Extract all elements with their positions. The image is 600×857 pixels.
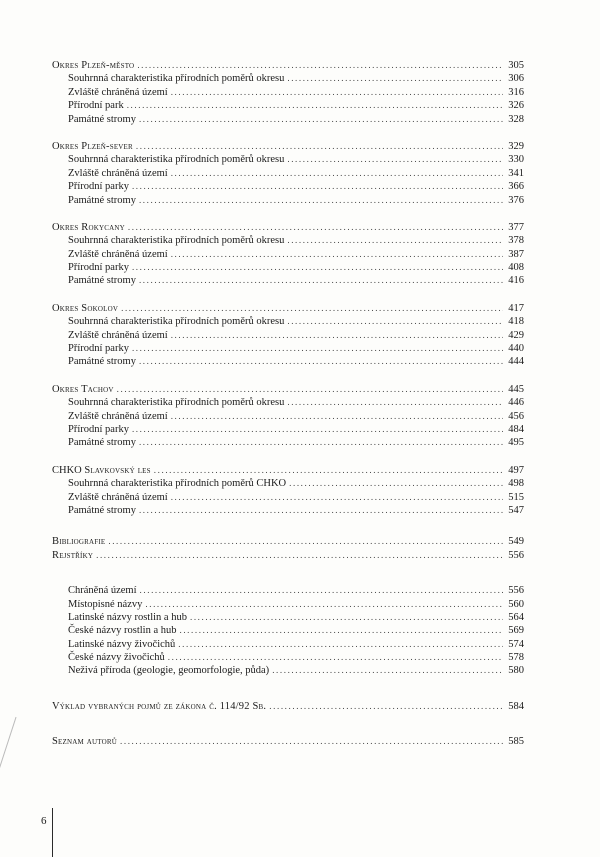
toc-entry [52, 651, 524, 664]
toc-entry-label: Neživá příroda (geologie, geomorfologie, půda) [68, 665, 270, 677]
toc-page-number: 416 [508, 275, 524, 287]
toc-section-vyklad [52, 700, 524, 713]
leader-dots [171, 167, 503, 180]
toc-entry-label: Zvláště chráněná území [68, 86, 168, 98]
toc-page-number: 560 [508, 598, 524, 610]
toc-section-chko [52, 464, 524, 477]
toc-page-number: 378 [508, 235, 524, 247]
toc-page-number: 549 [508, 536, 524, 548]
leader-dots [269, 700, 503, 713]
toc-page-number: 328 [508, 113, 524, 125]
toc-page-number: 387 [508, 248, 524, 260]
toc-page-number: 330 [508, 154, 524, 166]
leader-dots [137, 59, 503, 72]
toc-entry-label: Památné stromy [68, 275, 136, 287]
toc-entry [52, 180, 524, 193]
toc-page-number: 495 [508, 437, 524, 449]
toc-page-number: 569 [508, 625, 524, 637]
leader-dots [171, 329, 503, 342]
toc-page-number: 306 [508, 73, 524, 85]
leader-dots [289, 477, 503, 490]
leader-dots [178, 638, 503, 651]
toc-section-title: Okres Rokycany [52, 221, 125, 233]
leader-dots [121, 302, 503, 315]
toc-page-number: 305 [508, 60, 524, 71]
toc-section-title [52, 464, 151, 477]
toc-entry [52, 436, 524, 449]
toc-entry [52, 598, 524, 611]
leader-dots [171, 410, 503, 423]
toc-page-number: 585 [508, 736, 524, 748]
toc-entry [52, 410, 524, 423]
toc-entry-label: Památné stromy [68, 194, 136, 206]
toc-page-number: 341 [508, 167, 524, 179]
section-gap [52, 369, 524, 383]
leader-dots [139, 113, 503, 126]
toc-section-title: Seznam autorů [52, 736, 117, 748]
toc-page-number: 484 [508, 423, 524, 435]
toc-page-number: 556 [508, 549, 524, 561]
toc-page-number: 445 [508, 383, 524, 395]
leader-dots [120, 735, 503, 748]
toc-page-number: 417 [508, 302, 524, 314]
leader-dots [287, 72, 503, 85]
toc-section-title: Okres Plzeň-sever [52, 140, 133, 152]
toc-entry [52, 274, 524, 287]
leader-dots [139, 194, 503, 207]
leader-dots [140, 584, 503, 597]
toc-page-number: 564 [508, 611, 524, 623]
toc-entry [52, 315, 524, 328]
toc-entry-label: Zvláště chráněná území [68, 491, 168, 503]
toc-entry-label: Souhrnná charakteristika přírodních poměrů okresu [68, 397, 285, 409]
toc-entry [52, 153, 524, 166]
scan-artifact [0, 717, 45, 793]
section-gap [52, 678, 524, 700]
toc-entry-label: Souhrnná charakteristika přírodních poměrů okresu [68, 154, 285, 166]
leader-dots [154, 464, 503, 477]
toc-page-number: 326 [508, 100, 524, 112]
toc-section-plzen-sever [52, 140, 524, 153]
toc-page-number: 376 [508, 194, 524, 206]
leader-dots [179, 624, 503, 637]
toc-entry-label: Latinské názvy rostlin a hub [68, 611, 187, 623]
toc-entry-label: Zvláště chráněná území [68, 329, 168, 341]
toc-entry [52, 638, 524, 651]
toc-page-number: 584 [508, 700, 524, 712]
toc-page-number: 316 [508, 86, 524, 98]
leader-dots [128, 221, 503, 234]
leader-dots [139, 504, 503, 517]
section-gap [52, 562, 524, 584]
toc-entry-label: Souhrnná charakteristika přírodních poměrů okresu [68, 316, 285, 328]
toc-entry-label: Zvláště chráněná území [68, 167, 168, 179]
section-gap [52, 517, 524, 535]
leader-dots [117, 383, 503, 396]
toc-entry-label: Souhrnná charakteristika přírodních poměrů okresu [68, 73, 285, 85]
toc-entry-label: Památné stromy [68, 504, 136, 516]
toc-page-number: 329 [508, 140, 524, 152]
toc-section-title: Okres Tachov [52, 383, 114, 395]
toc-section-title: Bibliografie [52, 536, 106, 548]
page-number: 6 [41, 815, 47, 827]
toc-entry-label: Zvláště chráněná území [68, 248, 168, 260]
toc-entry [52, 396, 524, 409]
toc-entry-label: Souhrnná charakteristika přírodních poměrů CHKO [68, 478, 287, 490]
toc-entry-label: Přírodní parky [68, 423, 129, 435]
toc-page-number: 556 [508, 585, 524, 597]
section-gap [52, 288, 524, 302]
toc-page-number: 515 [508, 491, 524, 503]
toc-entry-label: Památné stromy [68, 437, 136, 449]
section-gap [52, 713, 524, 735]
toc-entry-label: Latinské názvy živočichů [68, 638, 176, 650]
toc-entry-label: České názvy živočichů [68, 652, 165, 664]
toc-page-number: 580 [508, 665, 524, 677]
toc-section-rokycany [52, 221, 524, 234]
toc-entry-label: Přírodní parky [68, 181, 129, 193]
toc-entry [52, 194, 524, 207]
toc-section-title: Okres Sokolov [52, 302, 119, 314]
toc-section-title: Rejstříky [52, 549, 94, 561]
toc-entry-label: Památné stromy [68, 113, 136, 125]
toc-entry [52, 329, 524, 342]
toc-page-number: 456 [508, 410, 524, 422]
toc-entry-label: Památné stromy [68, 356, 136, 368]
leader-dots [145, 598, 503, 611]
leader-dots [139, 274, 503, 287]
table-of-contents [52, 59, 524, 749]
toc-page-number: 429 [508, 329, 524, 341]
toc-entry [52, 624, 524, 637]
leader-dots [108, 535, 503, 548]
toc-entry [52, 167, 524, 180]
toc-entry [52, 234, 524, 247]
toc-entry-label: Souhrnná charakteristika přírodních poměrů okresu [68, 235, 285, 247]
leader-dots [171, 86, 503, 99]
toc-section-title: Výklad vybraných pojmů ze zákona č. 114/92 Sb. [52, 700, 267, 712]
leader-dots [132, 180, 503, 193]
leader-dots [96, 549, 503, 562]
toc-entry [52, 504, 524, 517]
toc-entry [52, 113, 524, 126]
toc-entry [52, 86, 524, 99]
toc-section-seznam [52, 735, 524, 748]
leader-dots [136, 140, 503, 153]
toc-entry [52, 491, 524, 504]
section-gap [52, 207, 524, 221]
toc-entry [52, 423, 524, 436]
toc-entry-label: Zvláště chráněná území [68, 410, 168, 422]
leader-dots [171, 491, 503, 504]
toc-entry [52, 477, 524, 490]
toc-entry-label: Místopisné názvy [68, 598, 143, 610]
section-gap [52, 126, 524, 140]
leader-dots [168, 651, 503, 664]
section-gap [52, 450, 524, 464]
toc-section-title-rest: Slavkovský les [84, 464, 151, 476]
toc-section-sokolov [52, 302, 524, 315]
toc-section-title: Okres Plzeň-město [52, 60, 135, 71]
toc-entry-label: Přírodní parky [68, 343, 129, 355]
margin-rule [52, 808, 53, 857]
toc-entry [52, 261, 524, 274]
toc-page-number: 498 [508, 478, 524, 490]
leader-dots [171, 248, 503, 261]
leader-dots [139, 436, 503, 449]
leader-dots [127, 99, 503, 112]
toc-page-number: 574 [508, 638, 524, 650]
toc-section-bibliografie [52, 535, 524, 548]
leader-dots [287, 396, 503, 409]
leader-dots [287, 315, 503, 328]
leader-dots [287, 153, 503, 166]
leader-dots [132, 423, 503, 436]
toc-page-number: 444 [508, 356, 524, 368]
toc-section-title-prefix: CHKO [52, 464, 82, 476]
toc-page-number: 446 [508, 397, 524, 409]
toc-entry [52, 584, 524, 597]
toc-entry [52, 355, 524, 368]
leader-dots [132, 261, 503, 274]
toc-page-number: 547 [508, 504, 524, 516]
toc-entry-label: Přírodní parky [68, 262, 129, 274]
toc-page-number: 418 [508, 316, 524, 328]
toc-entry-label: Přírodní park [68, 100, 124, 112]
leader-dots [287, 234, 503, 247]
toc-entry [52, 99, 524, 112]
toc-entry [52, 664, 524, 677]
toc-entry [52, 248, 524, 261]
leader-dots [132, 342, 503, 355]
toc-entry-label: Chráněná území [68, 585, 137, 597]
toc-section-tachov [52, 383, 524, 396]
toc-page-number: 578 [508, 652, 524, 664]
toc-section-plzen-mesto [52, 59, 524, 72]
leader-dots [139, 355, 503, 368]
toc-page-number: 440 [508, 343, 524, 355]
leader-dots [272, 664, 503, 677]
toc-entry [52, 611, 524, 624]
toc-entry-label: České názvy rostlin a hub [68, 625, 177, 637]
toc-page-number: 377 [508, 221, 524, 233]
toc-page-number: 366 [508, 181, 524, 193]
leader-dots [190, 611, 503, 624]
toc-entry [52, 72, 524, 85]
toc-section-rejstriky [52, 549, 524, 562]
toc-page-number: 497 [508, 464, 524, 476]
toc-entry [52, 342, 524, 355]
toc-page-number: 408 [508, 262, 524, 274]
